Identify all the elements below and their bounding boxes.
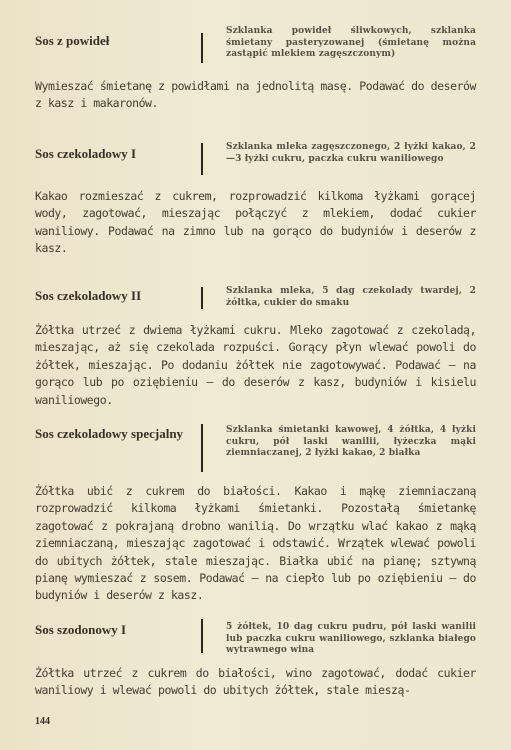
recipe-title: Sos szodonowy I bbox=[35, 622, 127, 637]
recipe-title: Sos czekoladowy II bbox=[35, 288, 142, 303]
divider-bar bbox=[201, 143, 203, 175]
recipe-description: Żółtka ubić z cukrem do białości. Kakao i mąkę ziemniaczaną rozprowadzić kilkoma łyżkami śmietanki. Pozostałą śmietankę zagotować z pokrajaną drobno wanilią. Do wrzątku wlać kakao z mąką ziemniaczaną, mieszając zagotować i odstawić. Wrzątek wlewać powoli do ubitych żółtek, stale mieszając. Białka ubić na pianę; sztywną pianę wymieszać z sosem. Podawać — na ciepło lub po oziębieniu — do budyniów i deserów z kasz. bbox=[35, 484, 476, 603]
recipe-ingredients: Szklanka śmietanki kawowej, 4 żółtka, 4 łyżki cukru, pół laski wanilii, łyżeczka mąki ziemniaczanej, 2 łyżki kakao, 2 białka bbox=[226, 425, 476, 458]
divider-bar bbox=[201, 619, 203, 653]
divider-bar bbox=[201, 424, 203, 472]
recipe-title: Sos czekoladowy I bbox=[35, 146, 137, 161]
recipe-description: Wymieszać śmietanę z powidłami na jednolitą masę. Podawać do deserów z kasz i makaronów. bbox=[35, 79, 476, 111]
recipe-ingredients: Szklanka powideł śliwkowych, szklanka śmietany pasteryzowanej (śmietanę można zastąpić mlekiem zagęszczonym) bbox=[226, 26, 476, 59]
recipe-description: Kakao rozmieszać z cukrem, rozprowadzić kilkoma łyżkami gorącej wody, zagotować, mieszając połączyć z mlekiem, dodać cukier waniliowy. Podawać na zimno lub na gorąco do budyniów i deserów z kasz. bbox=[35, 189, 476, 256]
recipe-ingredients: Szklanka mleka zagęszczonego, 2 łyżki kakao, 2—3 łyżki cukru, paczka cukru waniliowego bbox=[226, 142, 476, 164]
recipe-ingredients: 5 żółtek, 10 dag cukru pudru, pół laski wanilii lub paczka cukru waniliowego, szklanka białego wytrawnego wina bbox=[226, 622, 476, 655]
recipe-title: Sos z powideł bbox=[35, 33, 110, 48]
recipe-title: Sos czekoladowy specjalny bbox=[35, 426, 184, 441]
divider-bar bbox=[201, 287, 203, 309]
divider-bar bbox=[201, 33, 203, 63]
recipe-description: Żółtka utrzeć z cukrem do białości, wino zagotować, dodać cukier waniliowy i wlewać powoli do ubitych żółtek, stale mieszą- bbox=[35, 666, 476, 698]
recipe-ingredients: Szklanka mleka, 5 dag czekolady twardej, 2 żółtka, cukier do smaku bbox=[226, 286, 476, 308]
page-number: 144 bbox=[35, 716, 50, 727]
recipe-description: Żółtka utrzeć z dwiema łyżkami cukru. Mleko zagotować z czekoladą, mieszając, aż się czekolada rozpuści. Gorący płyn wlewać powoli do żółtek, mieszając. Po dodaniu żółtek nie zagotowywać. Podawać — na gorąco lub po oziębieniu — do deserów z kasz, budyniów i kisielu waniliowego. bbox=[35, 323, 476, 407]
